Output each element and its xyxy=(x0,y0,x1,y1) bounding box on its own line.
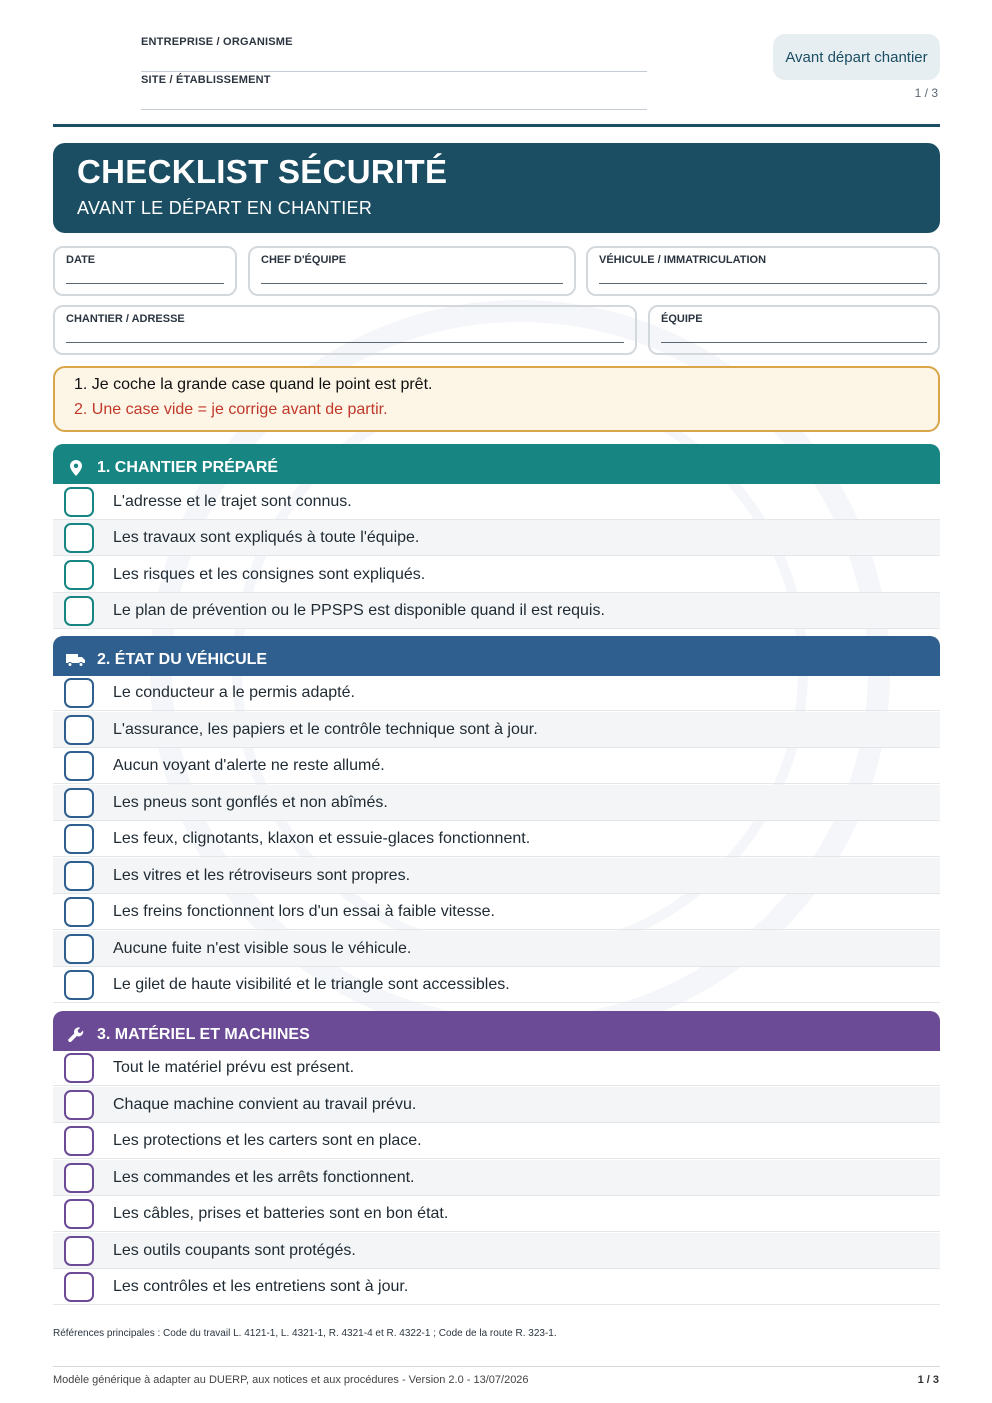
date-field[interactable] xyxy=(53,246,237,296)
date-label: DATE xyxy=(66,254,96,266)
checkbox[interactable] xyxy=(64,824,94,854)
vehicule-label: VÉHICULE / IMMATRICULATION xyxy=(599,254,767,266)
checklist-row xyxy=(53,593,940,629)
vehicule-field[interactable] xyxy=(586,246,940,296)
references-note: Références principales : Code du travail L. 4121-1, L. 4321-1, R. 4321-4 et R. 4322-1 ; Code de la route R. 323-1. xyxy=(53,1328,557,1339)
checkbox[interactable] xyxy=(64,1272,94,1302)
checkbox[interactable] xyxy=(64,897,94,927)
checklist-item: Chaque machine convient au travail prévu. xyxy=(113,1095,417,1113)
checkbox[interactable] xyxy=(64,487,94,517)
checklist-row xyxy=(53,931,940,967)
checklist-item: Le gilet de haute visibilité et le triangle sont accessibles. xyxy=(113,975,510,993)
organisation-block xyxy=(141,36,647,110)
checklist-row xyxy=(53,1196,940,1232)
footer-page xyxy=(918,1374,939,1386)
checklist-row xyxy=(53,1087,940,1123)
checklist-item: Les feux, clignotants, klaxon et essuie-glaces fonctionnent. xyxy=(113,829,531,847)
checklist-row xyxy=(53,712,940,748)
map-pin-icon xyxy=(65,458,87,478)
wrench-icon xyxy=(65,1025,87,1045)
checkbox[interactable] xyxy=(64,970,94,1000)
checklist-row xyxy=(53,748,940,784)
checklist-row xyxy=(53,484,940,520)
checklist-row xyxy=(53,1233,940,1269)
checklist-row xyxy=(53,520,940,556)
checkbox[interactable] xyxy=(64,1236,94,1266)
checkbox[interactable] xyxy=(64,1053,94,1083)
checklist-row xyxy=(53,557,940,593)
checklist-item: L'adresse et le trajet sont connus. xyxy=(113,492,352,510)
page-indicator-top: 1 / 3 xyxy=(914,86,938,100)
checklist-row xyxy=(53,675,940,711)
checklist-item: Le plan de prévention ou le PPSPS est disponible quand il est requis. xyxy=(113,601,605,619)
checkbox[interactable] xyxy=(64,523,94,553)
checklist-row xyxy=(53,894,940,930)
checkbox[interactable] xyxy=(64,560,94,590)
checklist-row xyxy=(53,1160,940,1196)
chantier-field[interactable] xyxy=(53,305,637,355)
checklist-item: Les câbles, prises et batteries sont en bon état. xyxy=(113,1204,449,1222)
checklist-item: Les outils coupants sont protégés. xyxy=(113,1241,356,1259)
section-title: 3. MATÉRIEL ET MACHINES xyxy=(97,1026,310,1043)
checklist-item: Les pneus sont gonflés et non abîmés. xyxy=(113,793,388,811)
checklist-row xyxy=(53,785,940,821)
page-subtitle: AVANT LE DÉPART EN CHANTIER xyxy=(77,198,373,218)
checklist-item: Les freins fonctionnent lors d'un essai à faible vitesse. xyxy=(113,902,495,920)
chef-label: CHEF D'ÉQUIPE xyxy=(261,254,347,266)
checkbox[interactable] xyxy=(64,861,94,891)
page-title: CHECKLIST SÉCURITÉ xyxy=(77,153,448,190)
section-header-vehicule xyxy=(53,636,940,676)
header-divider xyxy=(53,124,940,127)
footer-page-number: 1 / 3 xyxy=(917,1374,939,1386)
checklist-item: Les travaux sont expliqués à toute l'équipe. xyxy=(113,528,420,546)
section-title: 2. ÉTAT DU VÉHICULE xyxy=(97,651,268,668)
checklist-row xyxy=(53,1269,940,1305)
footer-divider xyxy=(53,1366,940,1367)
checklist-item: Le conducteur a le permis adapté. xyxy=(113,683,355,701)
checkbox[interactable] xyxy=(64,678,94,708)
checklist-item: Les vitres et les rétroviseurs sont propres. xyxy=(113,866,411,884)
checkbox[interactable] xyxy=(64,715,94,745)
footer-note: Modèle générique à adapter au DUERP, aux notices et aux procédures - Version 2.0 - 13/07/2026 xyxy=(53,1374,529,1386)
checkbox[interactable] xyxy=(64,788,94,818)
section-header-materiel xyxy=(53,1011,940,1051)
truck-icon xyxy=(65,650,87,670)
checkbox[interactable] xyxy=(64,1199,94,1229)
checklist-row xyxy=(53,1050,940,1086)
section-header-chantier xyxy=(53,444,940,484)
instruction-1: 1. Je coche la grande case quand le point est prêt. xyxy=(74,376,433,393)
checkbox[interactable] xyxy=(64,1163,94,1193)
instructions-box xyxy=(53,366,940,432)
checklist-item: Tout le matériel prévu est présent. xyxy=(113,1058,355,1076)
checklist-row xyxy=(53,821,940,857)
checklist-item: Les contrôles et les entretiens sont à jour. xyxy=(113,1277,409,1295)
chef-field[interactable] xyxy=(248,246,576,296)
checklist-item: Aucune fuite n'est visible sous le véhicule. xyxy=(113,939,412,957)
checklist-row xyxy=(53,967,940,1003)
chantier-label: CHANTIER / ADRESSE xyxy=(66,313,185,325)
equipe-field[interactable] xyxy=(648,305,940,355)
title-banner xyxy=(53,143,940,233)
checklist-item: Les commandes et les arrêts fonctionnent. xyxy=(113,1168,415,1186)
checklist-row xyxy=(53,858,940,894)
checklist-item: L'assurance, les papiers et le contrôle technique sont à jour. xyxy=(113,720,538,738)
org-field[interactable]: ENTREPRISE / ORGANISME xyxy=(141,36,647,72)
checkbox[interactable] xyxy=(64,1090,94,1120)
checkbox[interactable] xyxy=(64,596,94,626)
checklist-item: Aucun voyant d'alerte ne reste allumé. xyxy=(113,756,385,774)
context-tag: Avant départ chantier xyxy=(773,34,940,80)
checkbox[interactable] xyxy=(64,934,94,964)
instruction-2: 2. Une case vide = je corrige avant de partir. xyxy=(74,401,388,418)
checklist-item: Les protections et les carters sont en place. xyxy=(113,1131,422,1149)
checkbox[interactable] xyxy=(64,1126,94,1156)
section-title: 1. CHANTIER PRÉPARÉ xyxy=(97,459,279,476)
checkbox[interactable] xyxy=(64,751,94,781)
site-field[interactable]: SITE / ÉTABLISSEMENT xyxy=(141,74,647,110)
checklist-item: Les risques et les consignes sont expliqués. xyxy=(113,565,426,583)
equipe-label: ÉQUIPE xyxy=(661,313,703,325)
checklist-row xyxy=(53,1123,940,1159)
